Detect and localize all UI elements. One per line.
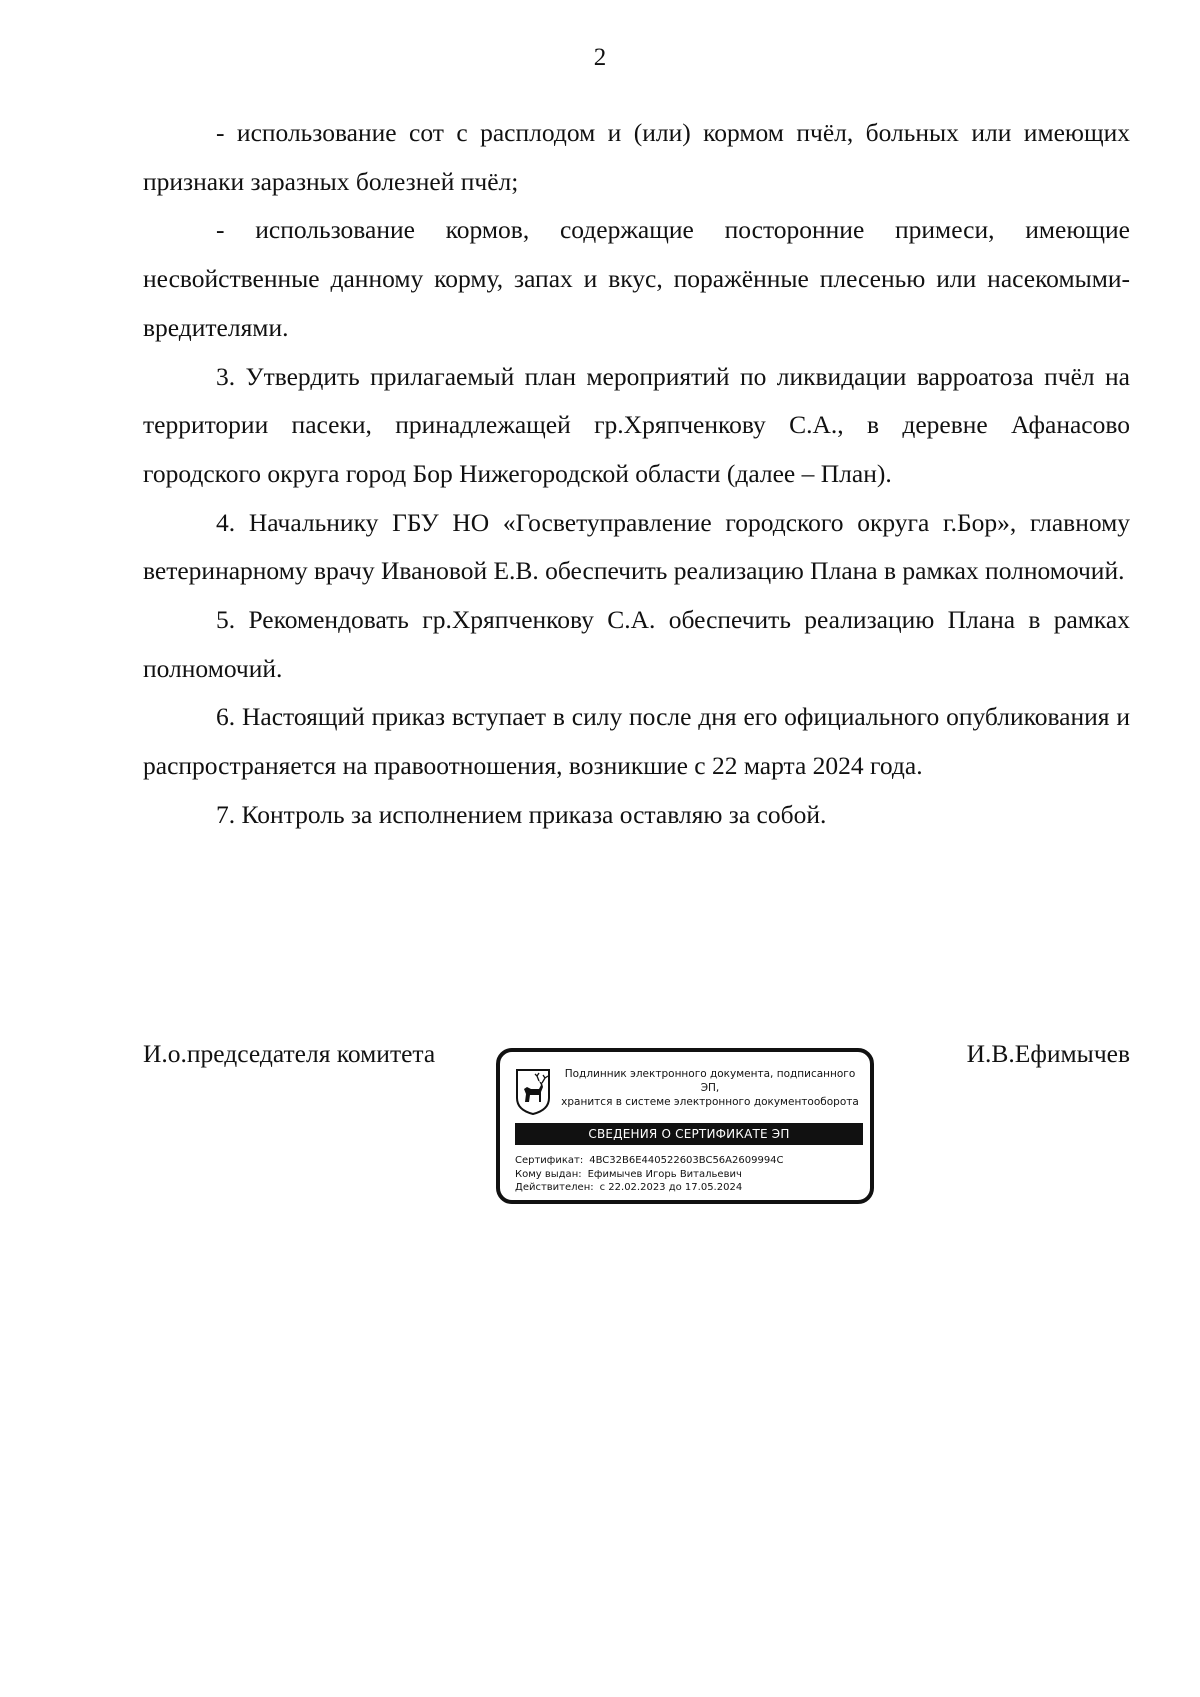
paragraph-item-4: 4. Начальнику ГБУ НО «Госветуправление городского округа г.Бор», главному ветеринарному врачу Ивановой Е.В. обеспечить реализацию Плана в рамках полномочий.: [143, 507, 1130, 586]
stamp-note-line-1: Подлинник электронного документа, подписанного ЭП,: [564, 1068, 856, 1094]
issued-to-value: Ефимычев Игорь Витальевич: [587, 1168, 742, 1180]
certificate-label: Сертификат:: [515, 1155, 584, 1166]
paragraph-item-7: 7. Контроль за исполнением приказа оставляю за собой.: [216, 799, 827, 829]
issued-to-row: [515, 1168, 865, 1182]
signatory-name: И.В.Ефимычев: [966, 1039, 1130, 1068]
paragraph-item-6: 6. Настоящий приказ вступает в силу после дня его официального опубликования и распространяется на правоотношения, возникшие с 22 марта 2024 года.: [143, 702, 1130, 781]
paragraph-bullet-1: - использование сот с расплодом и (или) кормом пчёл, больных или имеющих признаки заразных болезней пчёл;: [143, 118, 1130, 196]
certificate-value: 4BC32B6E440522603BC56A2609994C: [589, 1155, 784, 1166]
stamp-note: [554, 1067, 866, 1109]
paragraph-item-3: 3. Утвердить прилагаемый план мероприятий по ликвидации варроатоза пчёл на территории пасеки, принадлежащей гр.Хряпченкову С.А., в деревне Афанасово городского округа город Бор Нижегородской области (далее – План).: [143, 361, 1130, 488]
certificate-row: [515, 1154, 865, 1168]
issued-to-label: Кому выдан:: [515, 1168, 582, 1180]
paragraph-bullet-2: - использование кормов, содержащие посторонние примеси, имеющие несвойственные данному корму, запах и вкус, поражённые плесенью или насекомыми-вредителями.: [143, 215, 1130, 342]
signatory-position: И.о.председателя комитета: [143, 1039, 436, 1068]
coat-of-arms-icon: [515, 1068, 551, 1116]
paragraph-item-5: 5. Рекомендовать гр.Хряпченкову С.А. обеспечить реализацию Плана в рамках полномочий.: [143, 605, 1130, 683]
order-body: [143, 109, 1130, 840]
certificate-header: СВЕДЕНИЯ О СЕРТИФИКАТЕ ЭП: [515, 1123, 863, 1145]
validity-row: [515, 1181, 865, 1195]
validity-value: с 22.02.2023 до 17.05.2024: [599, 1182, 743, 1193]
page-number: 2: [593, 44, 607, 71]
validity-label: Действителен:: [515, 1182, 594, 1193]
electronic-signature-stamp: [496, 1048, 874, 1204]
stamp-note-line-2: хранится в системе электронного документооборота: [561, 1096, 859, 1108]
certificate-details: [515, 1154, 865, 1195]
